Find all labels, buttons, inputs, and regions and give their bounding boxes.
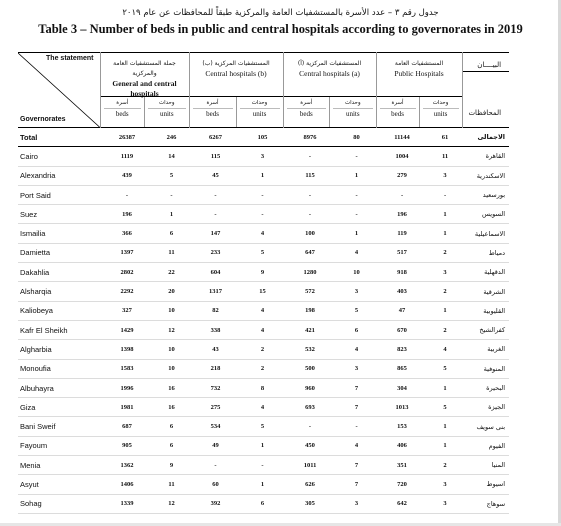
table-row (18, 263, 509, 282)
units-cell: 3 (242, 147, 283, 166)
beds-cell: 823 (376, 340, 428, 359)
beds-cell: 572 (283, 282, 337, 301)
table-row (18, 378, 509, 397)
governorate-name-en: Albuhayra (18, 378, 100, 397)
units-cell: 10 (154, 359, 189, 378)
table-row (18, 398, 509, 417)
sub-units-ar: وحدات (432, 100, 449, 106)
governorate-name-ar: السويس (462, 205, 509, 224)
beds-cell: 6267 (189, 128, 242, 147)
governorate-name-ar: الدقهلية (462, 263, 509, 282)
statement-label-ar: البيــــان (477, 61, 502, 69)
beds-cell: 115 (189, 147, 242, 166)
sub-beds-ar: أسرة (391, 100, 404, 106)
beds-cell: 642 (376, 494, 428, 513)
units-cell: 7 (337, 398, 376, 417)
beds-cell: 233 (189, 243, 242, 262)
units-cell: 6 (154, 417, 189, 436)
beds-cell: 351 (376, 456, 428, 475)
table-row (18, 436, 509, 455)
group-title-ar: المستشفيات المركزية (ب) (202, 60, 270, 67)
beds-cell: 1406 (100, 475, 154, 494)
units-cell: 10 (337, 263, 376, 282)
governorate-name-en: Kaliobeya (18, 301, 100, 320)
table-row (18, 340, 509, 359)
table-row (18, 320, 509, 339)
beds-cell: 43 (189, 340, 242, 359)
beds-cell: 534 (189, 417, 242, 436)
beds-cell: 918 (376, 263, 428, 282)
beds-cell: 11144 (376, 128, 428, 147)
units-cell: 3 (337, 359, 376, 378)
governorate-name-en: Total (18, 128, 100, 147)
units-cell: 3 (428, 475, 462, 494)
governorate-name-en: Port Said (18, 185, 100, 204)
beds-cell: 517 (376, 243, 428, 262)
sub-beds-en: beds (380, 108, 416, 120)
units-cell: 12 (154, 494, 189, 513)
units-cell: - (337, 205, 376, 224)
governorate-name-ar: اسيوط (462, 475, 509, 494)
units-cell: 2 (428, 320, 462, 339)
sub-beds-en: beds (287, 108, 327, 120)
beds-cell: 403 (376, 282, 428, 301)
governorates-label: Governorates (20, 116, 66, 123)
beds-cell: 115 (283, 166, 337, 185)
beds-cell: 532 (283, 340, 337, 359)
group-header-central-b (189, 53, 283, 128)
governorate-name-ar: بنى سويف (462, 417, 509, 436)
units-cell: 1 (242, 166, 283, 185)
units-cell: 10 (154, 340, 189, 359)
beds-cell: - (283, 417, 337, 436)
sub-units-en: units (240, 108, 280, 120)
table-title-english: Table 3 – Number of beds in public and central hospitals according to governorates in 2019 (38, 22, 523, 36)
table-row (18, 185, 509, 204)
beds-cell: 1339 (100, 494, 154, 513)
governorate-name-ar: الشرقية (462, 282, 509, 301)
units-cell: 5 (337, 301, 376, 320)
table-row (18, 456, 509, 475)
beds-cell: 196 (376, 205, 428, 224)
beds-cell: - (283, 205, 337, 224)
table-title-arabic: جدول رقم ٣ – عدد الأسرة بالمستشفيات العامة والمركزية طبقاً للمحافظات عن عام ٢٠١٩ (122, 8, 439, 18)
units-cell: 16 (154, 378, 189, 397)
beds-cell: 2292 (100, 282, 154, 301)
statement-header-cell (18, 53, 100, 128)
governorate-name-ar: البحيرة (462, 378, 509, 397)
governorate-name-en: Fayoum (18, 436, 100, 455)
table-row (18, 224, 509, 243)
governorate-name-en: Damietta (18, 243, 100, 262)
governorate-name-en: Giza (18, 398, 100, 417)
units-cell: 14 (154, 147, 189, 166)
governorate-name-ar: سوهاج (462, 494, 509, 513)
beds-cell: 865 (376, 359, 428, 378)
table-row (18, 301, 509, 320)
beds-cell: - (189, 185, 242, 204)
beds-cell: 49 (189, 436, 242, 455)
units-cell: - (337, 147, 376, 166)
units-cell: 8 (242, 378, 283, 397)
units-cell: 6 (337, 320, 376, 339)
group-title-ar: جملة المستشفيات العامة والمركزية (113, 60, 176, 77)
governorate-name-en: Cairo (18, 147, 100, 166)
table-header (18, 53, 509, 128)
units-cell: 22 (154, 263, 189, 282)
units-cell: 20 (154, 282, 189, 301)
beds-cell: 1011 (283, 456, 337, 475)
beds-cell: 47 (376, 301, 428, 320)
units-cell: - (428, 185, 462, 204)
beds-cell: 366 (100, 224, 154, 243)
units-cell: 4 (337, 340, 376, 359)
beds-cell: 1996 (100, 378, 154, 397)
units-cell: 15 (242, 282, 283, 301)
units-cell: - (242, 456, 283, 475)
beds-cell: 1981 (100, 398, 154, 417)
table-row (18, 417, 509, 436)
sub-units-en: units (423, 108, 459, 120)
sub-units-ar: وحدات (344, 100, 361, 106)
beds-cell: 153 (376, 417, 428, 436)
sub-beds-ar: أسرة (116, 100, 129, 106)
beds-cell: 1004 (376, 147, 428, 166)
units-cell: 3 (337, 282, 376, 301)
beds-cell: 82 (189, 301, 242, 320)
units-cell: - (242, 205, 283, 224)
units-cell: 1 (337, 166, 376, 185)
table-body (18, 128, 509, 514)
units-cell: 12 (154, 320, 189, 339)
group-title-ar: المستشفيات العامة (394, 60, 444, 67)
units-cell: 4 (242, 398, 283, 417)
beds-cell: 406 (376, 436, 428, 455)
units-cell: 11 (154, 243, 189, 262)
units-cell: 2 (242, 359, 283, 378)
sub-beds-ar: أسرة (206, 100, 219, 106)
beds-cell: 647 (283, 243, 337, 262)
units-cell: 105 (242, 128, 283, 147)
beds-cell: - (376, 185, 428, 204)
units-cell: 10 (154, 301, 189, 320)
units-cell: 3 (428, 166, 462, 185)
table-row (18, 475, 509, 494)
units-cell: 3 (428, 263, 462, 282)
beds-cell: 1317 (189, 282, 242, 301)
units-cell: 4 (337, 436, 376, 455)
governorate-name-ar: القليوبية (462, 301, 509, 320)
beds-cell: 450 (283, 436, 337, 455)
governorate-name-ar: القاهرة (462, 147, 509, 166)
beds-cell: - (283, 147, 337, 166)
sub-beds-ar: أسرة (300, 100, 313, 106)
governorate-name-en: Menia (18, 456, 100, 475)
beds-cell: 119 (376, 224, 428, 243)
units-cell: - (242, 185, 283, 204)
units-cell: 1 (242, 475, 283, 494)
beds-cell: 196 (100, 205, 154, 224)
units-cell: 6 (154, 436, 189, 455)
governorate-name-en: Bani Sweif (18, 417, 100, 436)
governorate-name-en: Monoufia (18, 359, 100, 378)
group-title-ar: المستشفيات المركزية (أ) (297, 60, 362, 67)
beds-cell: 732 (189, 378, 242, 397)
governorate-name-ar: كفرالشيخ (462, 320, 509, 339)
governorate-name-ar: الاجمالى (462, 128, 509, 147)
beds-cell: 2802 (100, 263, 154, 282)
governorate-name-ar: بورسعيد (462, 185, 509, 204)
group-header-total (100, 53, 189, 128)
governorate-name-ar: الاسماعيلية (462, 224, 509, 243)
governorate-name-ar: الاسكندرية (462, 166, 509, 185)
beds-cell: 1398 (100, 340, 154, 359)
units-cell: 1 (428, 378, 462, 397)
units-cell: 5 (154, 166, 189, 185)
units-cell: 1 (154, 205, 189, 224)
beds-cell: 338 (189, 320, 242, 339)
units-cell: 4 (242, 320, 283, 339)
beds-cell: 1397 (100, 243, 154, 262)
total-row (18, 128, 509, 147)
units-cell: 16 (154, 398, 189, 417)
units-cell: 1 (428, 417, 462, 436)
units-cell: 5 (242, 417, 283, 436)
beds-cell: 960 (283, 378, 337, 397)
units-cell: 1 (428, 224, 462, 243)
sub-beds-en: beds (104, 108, 142, 120)
arabic-statement-header-cell (462, 53, 509, 128)
beds-cell: 1362 (100, 456, 154, 475)
governorate-name-en: Ismailia (18, 224, 100, 243)
group-title-en: Central hospitals (a) (299, 69, 360, 78)
beds-cell: 421 (283, 320, 337, 339)
units-cell: 2 (428, 282, 462, 301)
units-cell: 61 (428, 128, 462, 147)
beds-cell: 670 (376, 320, 428, 339)
units-cell: 2 (428, 456, 462, 475)
table-row (18, 282, 509, 301)
units-cell: 6 (242, 494, 283, 513)
beds-cell: 720 (376, 475, 428, 494)
sub-units-ar: وحدات (251, 100, 268, 106)
governorate-name-ar: الجيزة (462, 398, 509, 417)
units-cell: - (337, 417, 376, 436)
sub-beds-en: beds (193, 108, 233, 120)
governorate-name-ar: المنيا (462, 456, 509, 475)
units-cell: 1 (337, 224, 376, 243)
beds-cell: 26387 (100, 128, 154, 147)
governorate-name-en: Sohag (18, 494, 100, 513)
governorate-name-en: Alexandria (18, 166, 100, 185)
group-header-central-a (283, 53, 376, 128)
governorate-name-en: Alsharqia (18, 282, 100, 301)
units-cell: 7 (337, 456, 376, 475)
beds-cell: 45 (189, 166, 242, 185)
units-cell: - (337, 185, 376, 204)
group-header-public (376, 53, 462, 128)
units-cell: 7 (337, 475, 376, 494)
units-cell: 2 (428, 243, 462, 262)
governorate-name-en: Asyut (18, 475, 100, 494)
beds-table (18, 52, 509, 514)
table-row (18, 147, 509, 166)
table-row (18, 205, 509, 224)
group-title-en: General and central hospitals (112, 79, 177, 98)
beds-cell: 500 (283, 359, 337, 378)
units-cell: 4 (242, 224, 283, 243)
units-cell: 11 (428, 147, 462, 166)
units-cell: 80 (337, 128, 376, 147)
sub-units-en: units (333, 108, 373, 120)
units-cell: 11 (154, 475, 189, 494)
governorate-name-en: Kafr El Sheikh (18, 320, 100, 339)
units-cell: 3 (428, 494, 462, 513)
units-cell: 7 (337, 378, 376, 397)
units-cell: 5 (242, 243, 283, 262)
units-cell: 9 (154, 456, 189, 475)
beds-cell: 279 (376, 166, 428, 185)
units-cell: 1 (428, 205, 462, 224)
governorate-name-ar: دمياط (462, 243, 509, 262)
beds-cell: 1013 (376, 398, 428, 417)
beds-cell: 305 (283, 494, 337, 513)
table-row (18, 243, 509, 262)
group-title-en: Public Hospitals (394, 69, 444, 78)
units-cell: 246 (154, 128, 189, 147)
governorate-name-en: Suez (18, 205, 100, 224)
units-cell: 3 (337, 494, 376, 513)
units-cell: 4 (428, 340, 462, 359)
beds-cell: 693 (283, 398, 337, 417)
beds-cell: 147 (189, 224, 242, 243)
units-cell: 1 (242, 436, 283, 455)
beds-cell: 275 (189, 398, 242, 417)
beds-cell: 60 (189, 475, 242, 494)
governorate-name-en: Algharbia (18, 340, 100, 359)
beds-cell: 8976 (283, 128, 337, 147)
beds-cell: 1119 (100, 147, 154, 166)
units-cell: 4 (242, 301, 283, 320)
governorate-name-en: Dakahlia (18, 263, 100, 282)
beds-cell: 687 (100, 417, 154, 436)
beds-cell: - (189, 456, 242, 475)
beds-cell: 198 (283, 301, 337, 320)
units-cell: - (154, 185, 189, 204)
beds-cell: 392 (189, 494, 242, 513)
beds-cell: 1583 (100, 359, 154, 378)
governorate-name-ar: الفيوم (462, 436, 509, 455)
units-cell: 6 (154, 224, 189, 243)
beds-cell: 218 (189, 359, 242, 378)
units-cell: 5 (428, 359, 462, 378)
beds-cell: 304 (376, 378, 428, 397)
sub-units-en: units (148, 108, 186, 120)
beds-cell: - (100, 185, 154, 204)
beds-cell: 905 (100, 436, 154, 455)
beds-cell: 626 (283, 475, 337, 494)
beds-cell: - (283, 185, 337, 204)
table-row (18, 166, 509, 185)
beds-cell: 100 (283, 224, 337, 243)
governorate-name-ar: المنوفية (462, 359, 509, 378)
governorates-label-ar: المحافظات (468, 109, 502, 117)
beds-cell: - (189, 205, 242, 224)
table-row (18, 359, 509, 378)
units-cell: 9 (242, 263, 283, 282)
units-cell: 5 (428, 398, 462, 417)
sub-units-ar: وحدات (158, 100, 175, 106)
beds-cell: 327 (100, 301, 154, 320)
beds-cell: 439 (100, 166, 154, 185)
beds-cell: 1429 (100, 320, 154, 339)
statement-label: The statement (46, 55, 94, 62)
beds-cell: 1280 (283, 263, 337, 282)
units-cell: 1 (428, 436, 462, 455)
units-cell: 1 (428, 301, 462, 320)
units-cell: 2 (242, 340, 283, 359)
beds-cell: 604 (189, 263, 242, 282)
units-cell: 4 (337, 243, 376, 262)
governorate-name-ar: الغربية (462, 340, 509, 359)
group-title-en: Central hospitals (b) (205, 69, 267, 78)
table-row (18, 494, 509, 513)
